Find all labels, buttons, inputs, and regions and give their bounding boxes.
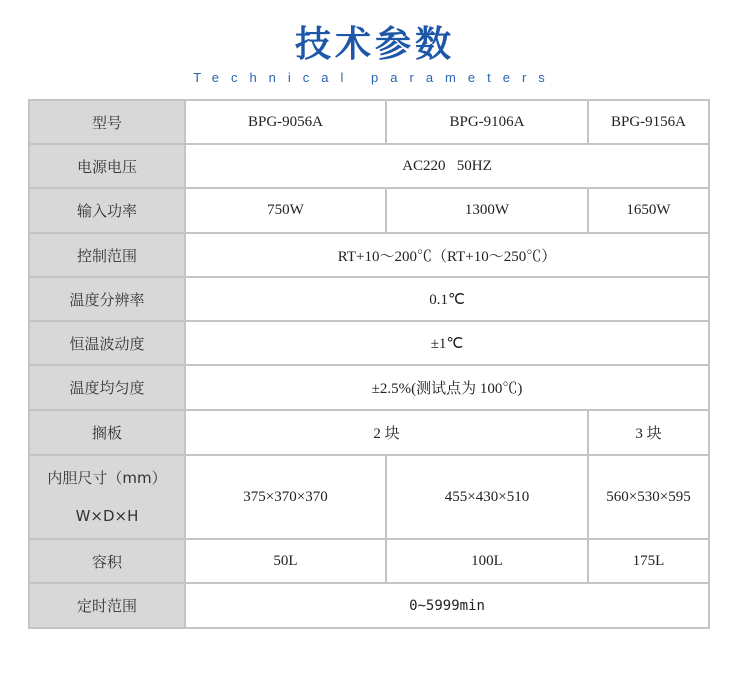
table-row-temp-uniformity <box>29 365 709 410</box>
table-row-temp-resolution <box>29 277 709 321</box>
row-label-temp-fluctuation: 恒温波动度 <box>29 321 185 365</box>
input-power-value-2: 1300W <box>386 188 588 233</box>
row-label-timer-range: 定时范围 <box>29 583 185 628</box>
row-label-chamber-size <box>29 455 185 539</box>
table-row-temp-fluctuation <box>29 321 709 365</box>
row-label-shelves: 搁板 <box>29 410 185 455</box>
input-power-value-3: 1650W <box>588 188 709 233</box>
temp-resolution-value: 0.1℃ <box>185 277 709 321</box>
spec-table <box>28 99 710 629</box>
chamber-size-value-3: 560×530×595 <box>588 455 709 539</box>
row-label-input-power: 输入功率 <box>29 188 185 233</box>
table-row-chamber-size <box>29 455 709 539</box>
shelves-value-1: 2 块 <box>185 410 588 455</box>
table-row-control-range <box>29 233 709 277</box>
model-value-1: BPG-9056A <box>185 100 386 144</box>
table-row-model <box>29 100 709 144</box>
model-value-3: BPG-9156A <box>588 100 709 144</box>
row-label-power-supply: 电源电压 <box>29 144 185 188</box>
control-range-value: RT+10～200℃（RT+10～250℃） <box>185 233 709 277</box>
table-row-input-power <box>29 188 709 233</box>
chamber-size-value-1: 375×370×370 <box>185 455 386 539</box>
table-row-volume <box>29 539 709 583</box>
chamber-size-value-2: 455×430×510 <box>386 455 588 539</box>
input-power-value-1: 750W <box>185 188 386 233</box>
temp-fluctuation-value: ±1℃ <box>185 321 709 365</box>
timer-range-value: 0~5999min <box>185 583 709 628</box>
volume-value-1: 50L <box>185 539 386 583</box>
table-row-shelves <box>29 410 709 455</box>
row-label-volume: 容积 <box>29 539 185 583</box>
shelves-value-2: 3 块 <box>588 410 709 455</box>
volume-value-2: 100L <box>386 539 588 583</box>
page-title: 技术参数 <box>294 24 455 65</box>
model-value-2: BPG-9106A <box>386 100 588 144</box>
row-label-control-range: 控制范围 <box>29 233 185 277</box>
row-label-temp-resolution: 温度分辨率 <box>29 277 185 321</box>
row-label-temp-uniformity: 温度均匀度 <box>29 365 185 410</box>
table-row-timer-range <box>29 583 709 628</box>
volume-value-3: 175L <box>588 539 709 583</box>
table-row-power-supply <box>29 144 709 188</box>
chamber-size-label-line1: 内胆尺寸（mm） <box>47 469 167 487</box>
temp-uniformity-value: ±2.5%(测试点为 100℃) <box>185 365 709 410</box>
row-label-model: 型号 <box>29 100 185 144</box>
chamber-size-label-line2: W×D×H <box>75 507 139 525</box>
page-subtitle: Technical parameters <box>193 70 557 85</box>
power-supply-value: AC220 50HZ <box>185 144 709 188</box>
